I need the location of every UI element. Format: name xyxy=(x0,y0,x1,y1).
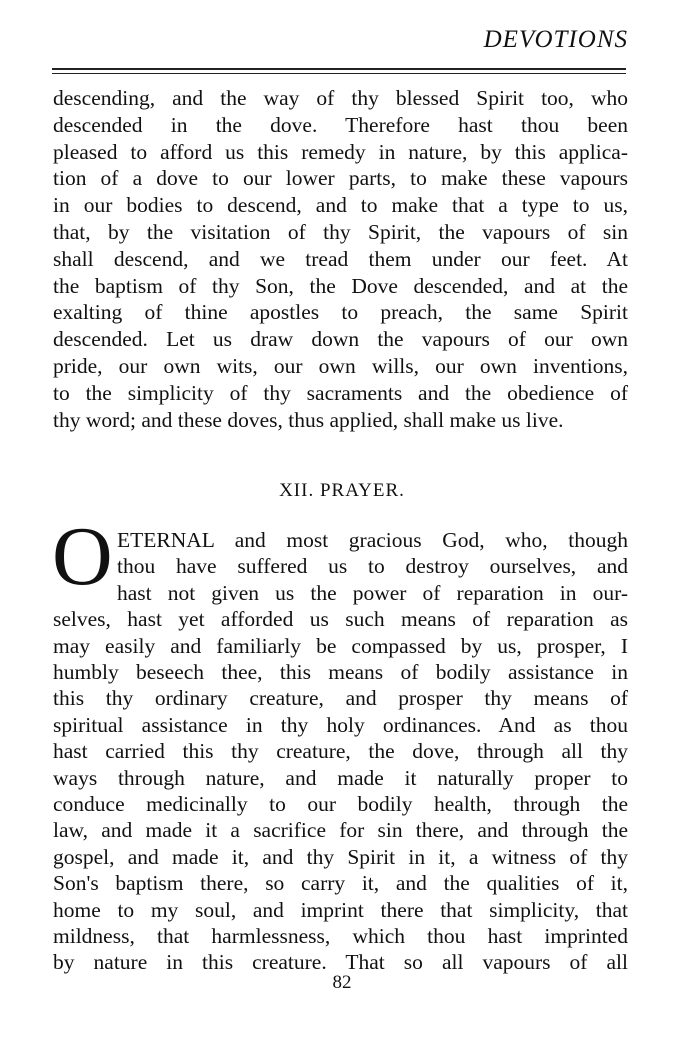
section-heading: XII. PRAYER. xyxy=(279,480,405,501)
text-line: shall descend, and we tread them under our feet. At xyxy=(53,246,628,271)
running-header: DEVOTIONS xyxy=(483,26,628,53)
text-line: hast not given us the power of reparation in our- xyxy=(117,580,628,605)
text-line: descended in the dove. Therefore hast thou been xyxy=(53,112,628,137)
text-line: the baptism of thy Son, the Dove descended, and at the xyxy=(53,273,628,298)
text-line: pride, our own wits, our own wills, our own inventions, xyxy=(53,354,628,378)
header-rule xyxy=(52,68,626,70)
text-line: tion of a dove to our lower parts, to make these vapours xyxy=(53,166,628,191)
page-number: 82 xyxy=(332,972,352,993)
text-line: descending, and the way of thy blessed Spirit too, who xyxy=(53,86,628,110)
text-line: by nature in this creature. That so all vapours of all xyxy=(53,950,628,975)
text-line: that, by the visitation of thy Spirit, the vapours of sin xyxy=(53,220,628,244)
text-line: this thy ordinary creature, and prosper thy means of xyxy=(53,686,628,711)
text-line: law, and made it a sacrifice for sin there, and through the xyxy=(53,818,628,843)
text-line: may easily and familiarly be compassed by us, prosper, I xyxy=(53,633,628,658)
drop-cap: O xyxy=(52,510,113,603)
text-line: spiritual assistance in thy holy ordinances. And as thou xyxy=(53,712,628,737)
text-line: humbly beseech thee, this means of bodily assistance in xyxy=(53,660,628,684)
text-line: descended. Let us draw down the vapours of our own xyxy=(53,327,628,352)
text-line: home to my soul, and imprint there that simplicity, that xyxy=(53,897,628,922)
text-line: ways through nature, and made it naturally proper to xyxy=(53,765,628,790)
text-line: to the simplicity of thy sacraments and the obedience of xyxy=(53,380,628,405)
text-line: pleased to afford us this remedy in nature, by this applica- xyxy=(53,139,628,164)
header-rule-thin xyxy=(52,73,626,74)
text-line: gospel, and made it, and thy Spirit in it, a witness of thy xyxy=(53,844,628,869)
text-line: exalting of thine apostles to preach, the same Spirit xyxy=(53,300,628,325)
text-line: selves, hast yet afforded us such means of reparation as xyxy=(53,607,628,632)
text-line: Son's baptism there, so carry it, and the qualities of it, xyxy=(53,871,628,896)
text-line: conduce medicinally to our bodily health, through the xyxy=(53,792,628,816)
text-line: mildness, that harmlessness, which thou hast imprinted xyxy=(53,924,628,948)
text-line: thou have suffered us to destroy ourselves, and xyxy=(117,554,628,579)
text-line: in our bodies to descend, and to make that a type to us, xyxy=(53,193,628,218)
text-line: hast carried this thy creature, the dove, through all thy xyxy=(53,739,628,764)
text-line: thy word; and these doves, thus applied, shall make us live. xyxy=(53,407,564,432)
text-line: ETERNAL and most gracious God, who, though xyxy=(117,528,628,552)
